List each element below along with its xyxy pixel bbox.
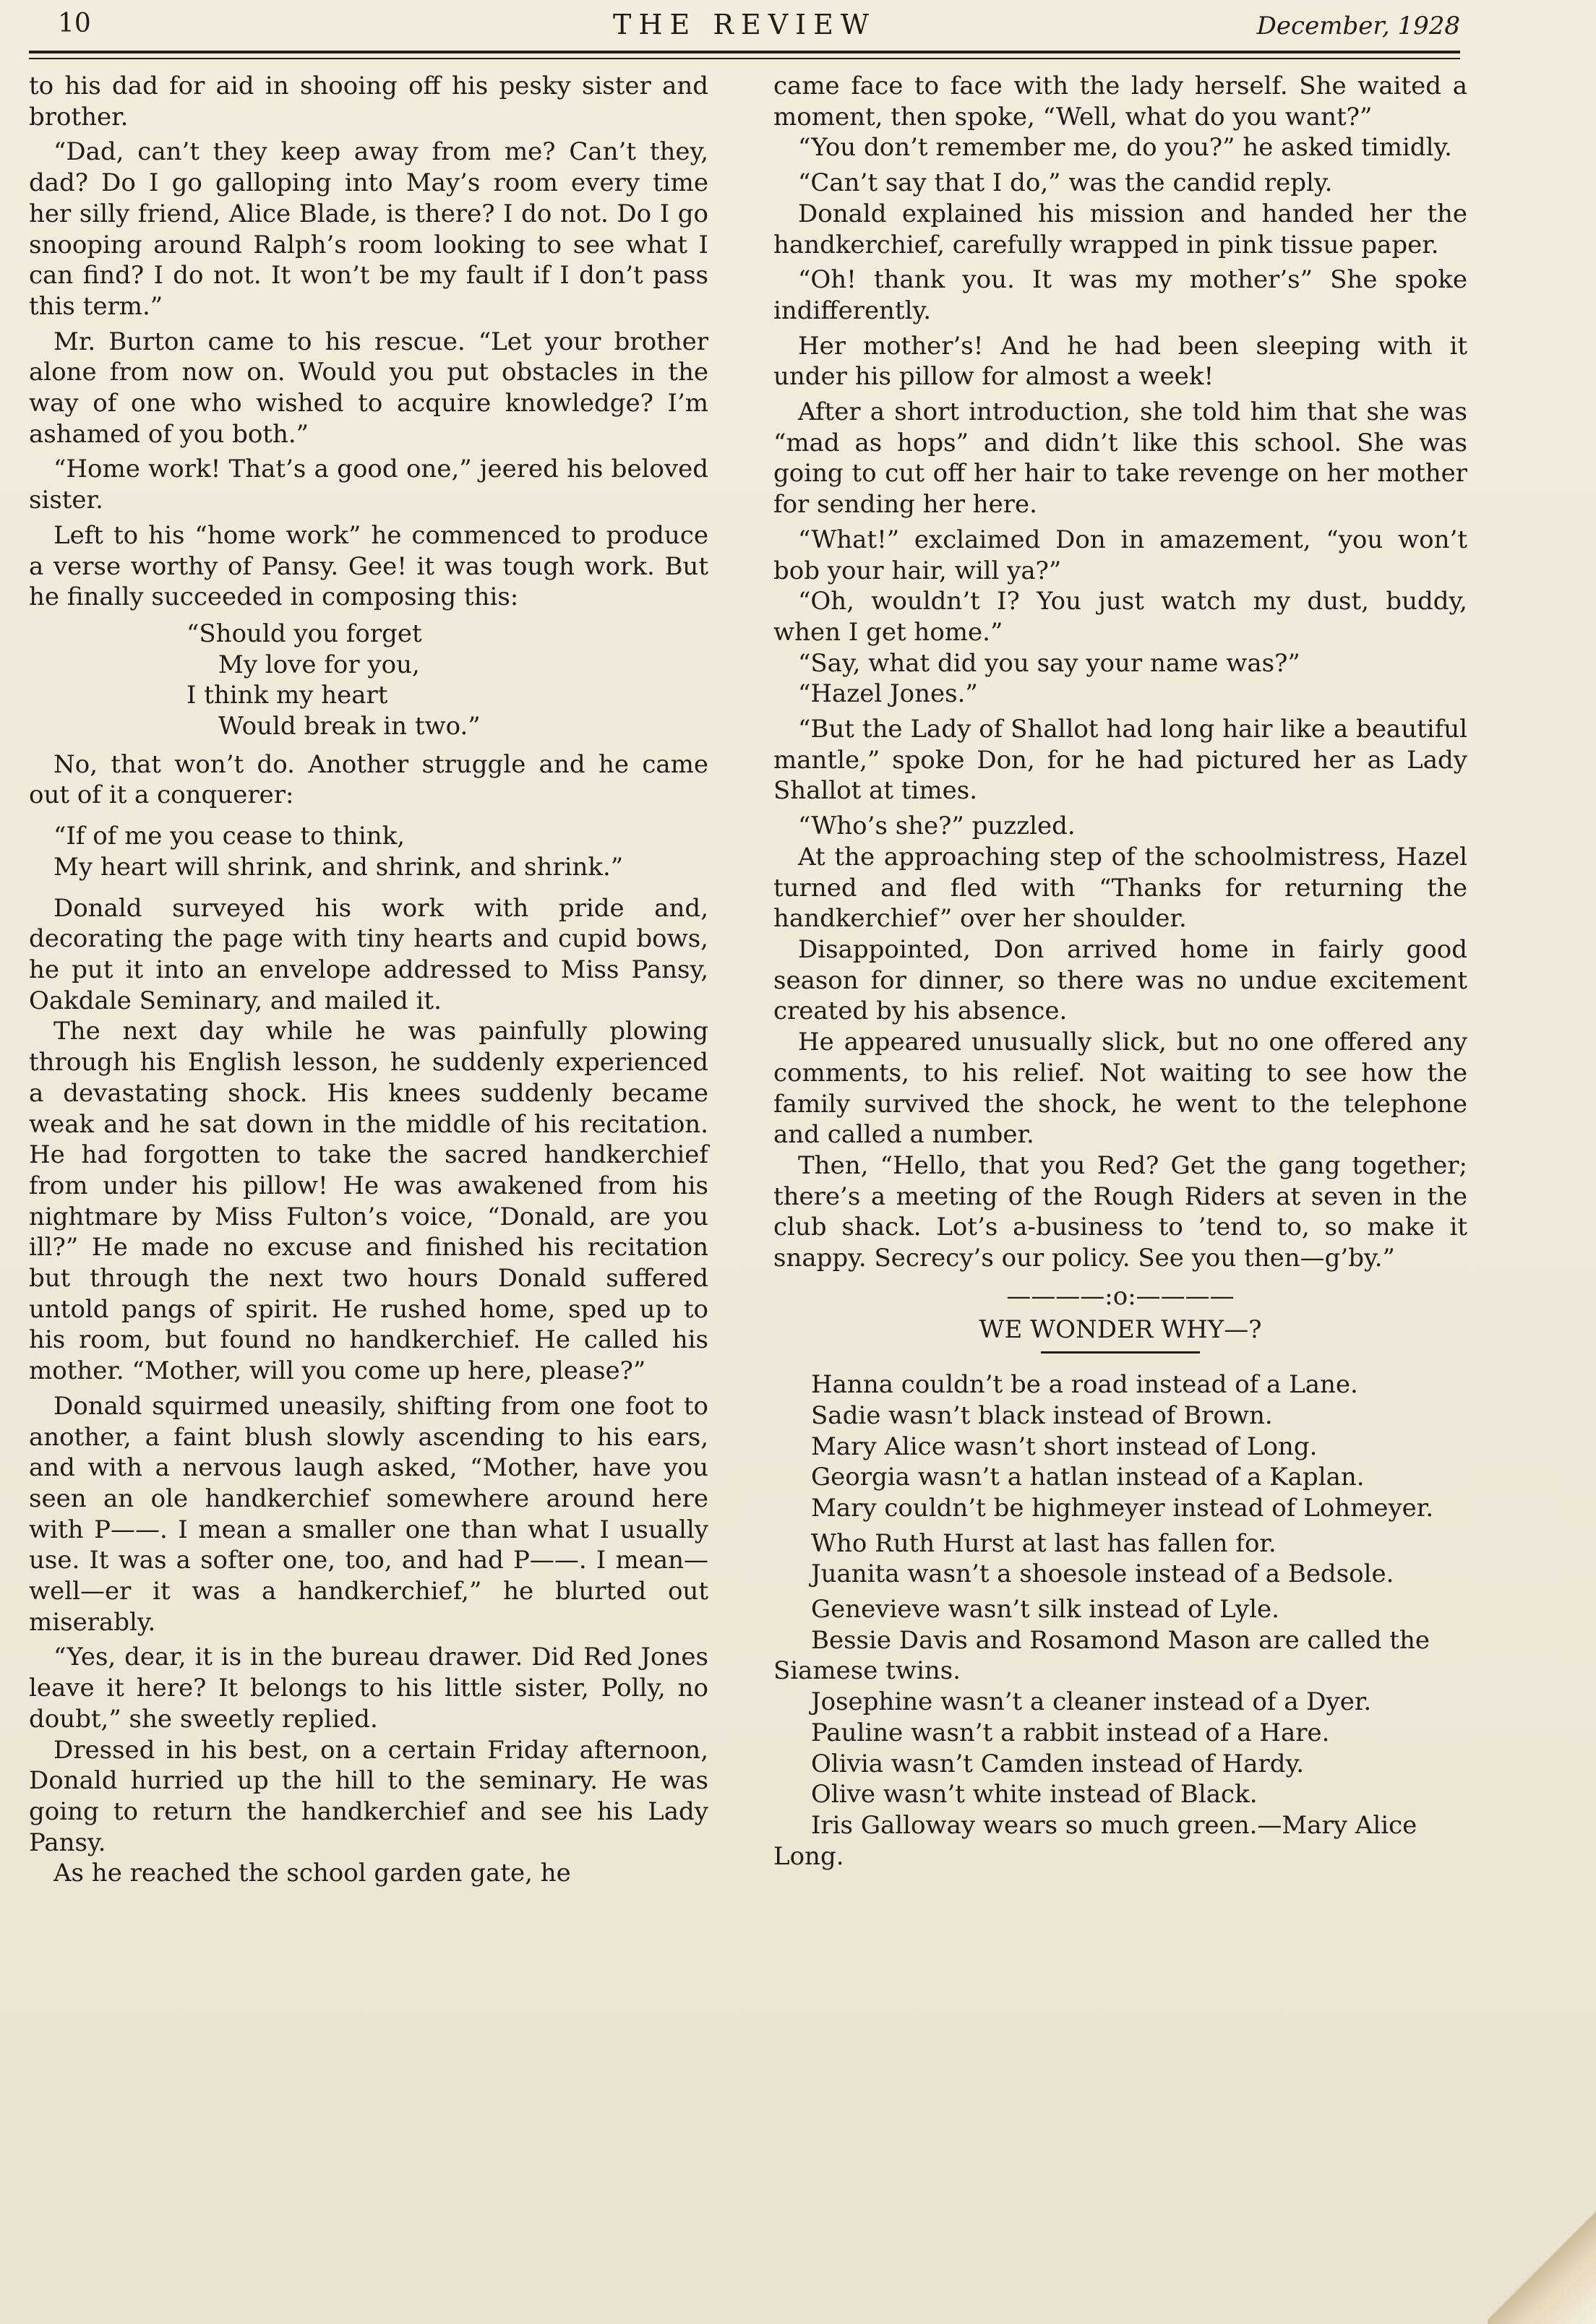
list-item: Sadie wasn’t black instead of Brown.: [811, 1400, 1273, 1430]
list-item: Bessie Davis and Rosamond Mason are called the Siamese twins.: [773, 1625, 1430, 1686]
paragraph: “Who’s she?” puzzled.: [798, 812, 1076, 841]
list-item: Juanita wasn’t a shoesole instead of a Bedsole.: [811, 1559, 1394, 1589]
list-item: Genevieve wasn’t silk instead of Lyle.: [811, 1595, 1279, 1624]
paragraph: Donald surveyed his work with pride and, decorating the page with tiny hearts and cupid bows, he put it into an envelope addressed to Miss Pansy, Oakdale Seminary, and mailed it.: [29, 893, 708, 1015]
paragraph: “Yes, dear, it is in the bureau drawer. Did Red Jones leave it here? It belongs to his little sister, Polly, no doubt,” she sweetly replied.: [29, 1643, 708, 1734]
left-column: [29, 71, 708, 1889]
paragraph: “Oh, wouldn’t I? You just watch my dust, buddy, when I get home.”: [773, 587, 1467, 647]
paragraph: Donald squirmed uneasily, shifting from one foot to another, a faint blush slowly ascending to his ears, and with a nervous laugh asked, “Mother, have you seen an ole handkerchief somewhere around here with P——. I mean a smaller one than what I usually use. It was a softer one, too, and had P——. I mean—well—er it was a handkerchief,” he blurted out miserably.: [29, 1391, 708, 1637]
header-rule-thick: [29, 51, 1460, 53]
list-item: Olive wasn’t white instead of Black.: [811, 1780, 1258, 1809]
section-separator: ————:o:————: [1006, 1281, 1235, 1311]
list-item: Mary couldn’t be highmeyer instead of Lohmeyer.: [811, 1493, 1434, 1523]
paragraph: Dressed in his best, on a certain Friday afternoon, Donald hurried up the hill to the seminary. He was going to return the handkerchief and see his Lady Pansy.: [29, 1735, 708, 1857]
list-item: Olivia wasn’t Camden instead of Hardy.: [811, 1749, 1305, 1778]
paragraph: After a short introduction, she told him that she was “mad as hops” and didn’t like this school. She was going to cut off her hair to take revenge on her mother for sending her here.: [773, 397, 1467, 520]
verse-line: “If of me you cease to think,: [53, 822, 406, 851]
page-header: [29, 6, 1460, 49]
publication-title: THE REVIEW: [613, 9, 876, 40]
list-item: Pauline wasn’t a rabbit instead of a Hare.: [811, 1718, 1330, 1747]
wonder-list: [773, 1369, 1467, 1872]
paragraph: He appeared unusually slick, but no one offered any comments, to his relief. Not waiting to see how the family survived the shock, he went to the telephone and called a number.: [773, 1028, 1467, 1150]
paragraph: “Oh! thank you. It was my mother’s” She spoke indifferently.: [773, 265, 1467, 325]
paragraph: to his dad for aid in shooing off his pesky sister and brother.: [29, 72, 708, 132]
section-heading: WE WONDER WHY—?: [979, 1315, 1262, 1345]
paragraph: Her mother’s! And he had been sleeping with it under his pillow for almost a week!: [773, 331, 1467, 392]
paragraph: “Home work! That’s a good one,” jeered his beloved sister.: [29, 455, 708, 515]
list-item: Iris Galloway wears so much green.—Mary Alice Long.: [773, 1810, 1417, 1871]
list-item: Georgia wasn’t a hatlan instead of a Kaplan.: [811, 1463, 1365, 1492]
paragraph: “But the Lady of Shallot had long hair like a beautiful mantle,” spoke Don, for he had pictured her as Lady Shallot at times.: [773, 715, 1467, 806]
paragraph: came face to face with the lady herself. She waited a moment, then spoke, “Well, what do you want?”: [773, 72, 1467, 132]
paragraph: Donald explained his mission and handed her the handkerchief, carefully wrapped in pink tissue paper.: [773, 199, 1467, 259]
verse-line: I think my heart: [186, 681, 388, 710]
header-rule-thin: [29, 58, 1460, 59]
paragraph: “Say, what did you say your name was?”: [798, 648, 1300, 678]
page-number: 10: [58, 9, 91, 38]
torn-corner: [1488, 2179, 1596, 2324]
heading-underline: [1041, 1351, 1200, 1353]
paragraph: As he reached the school garden gate, he: [53, 1859, 571, 1888]
paragraph: “What!” exclaimed Don in amazement, “you won’t bob your hair, will ya?”: [773, 525, 1467, 585]
paragraph: The next day while he was painfully plowing through his English lesson, he suddenly experienced a devastating shock. His knees suddenly became weak and he sat down in the middle of his recitation. He had forgotten to take the sacred handkerchief from under his pillow! He was awakened from his nightmare by Miss Fulton’s voice, “Donald, are you ill?” He made no excuse and finished his recitation but through the next two hours Donald suffered untold pangs of spirit. He rushed home, sped up to his room, but found no handkerchief. He called his mother. “Mother, will you come up here, please?”: [29, 1017, 708, 1386]
paragraph: Then, “Hello, that you Red? Get the gang together; there’s a meeting of the Rough Riders at seven in the club shack. Lot’s a-business to ’tend to, so make it snappy. Secrecy’s our policy. See you then—g’by.”: [773, 1150, 1467, 1273]
list-item: Hanna couldn’t be a road instead of a Lane.: [811, 1370, 1358, 1400]
paragraph: “Can’t say that I do,” was the candid reply.: [798, 168, 1333, 198]
paragraph: Left to his “home work” he commenced to produce a verse worthy of Pansy. Gee! it was tough work. But he finally succeeded in composing this:: [29, 520, 708, 612]
verse-line: My heart will shrink, and shrink, and shrink.”: [53, 852, 624, 882]
list-item: Who Ruth Hurst at last has fallen for.: [811, 1528, 1277, 1558]
paragraph: Mr. Burton came to his rescue. “Let your brother alone from now on. Would you put obstacles in the way of one who wished to acquire knowledge? I’m ashamed of you both.”: [29, 327, 708, 449]
verse-line: Would break in two.”: [218, 712, 481, 741]
right-column: [773, 71, 1467, 1872]
paragraph: “Dad, can’t they keep away from me? Can’t they, dad? Do I go galloping into May’s room every time her silly friend, Alice Blade, is there? I do not. Do I go snooping around Ralph’s room looking to see what I can find? I do not. It won’t be my fault if I don’t pass this term.”: [29, 137, 708, 321]
verse-one: [29, 619, 708, 742]
verse-line: “Should you forget: [186, 619, 422, 648]
paragraph: At the approaching step of the schoolmistress, Hazel turned and fled with “Thanks for returning the handkerchief” over her shoulder.: [773, 842, 1467, 934]
verse-two: [29, 821, 708, 882]
verse-line: My love for you,: [218, 650, 420, 679]
list-item: Josephine wasn’t a cleaner instead of a Dyer.: [811, 1687, 1372, 1717]
issue-date: December, 1928: [1256, 12, 1460, 40]
paragraph: Disappointed, Don arrived home in fairly good season for dinner, so there was no undue excitement created by his absence.: [773, 934, 1467, 1026]
paragraph: “Hazel Jones.”: [798, 679, 978, 709]
paragraph: “You don’t remember me, do you?” he asked timidly.: [798, 133, 1452, 163]
paragraph: No, that won’t do. Another struggle and he came out of it a conquerer:: [29, 749, 708, 810]
list-item: Mary Alice wasn’t short instead of Long.: [811, 1432, 1318, 1461]
